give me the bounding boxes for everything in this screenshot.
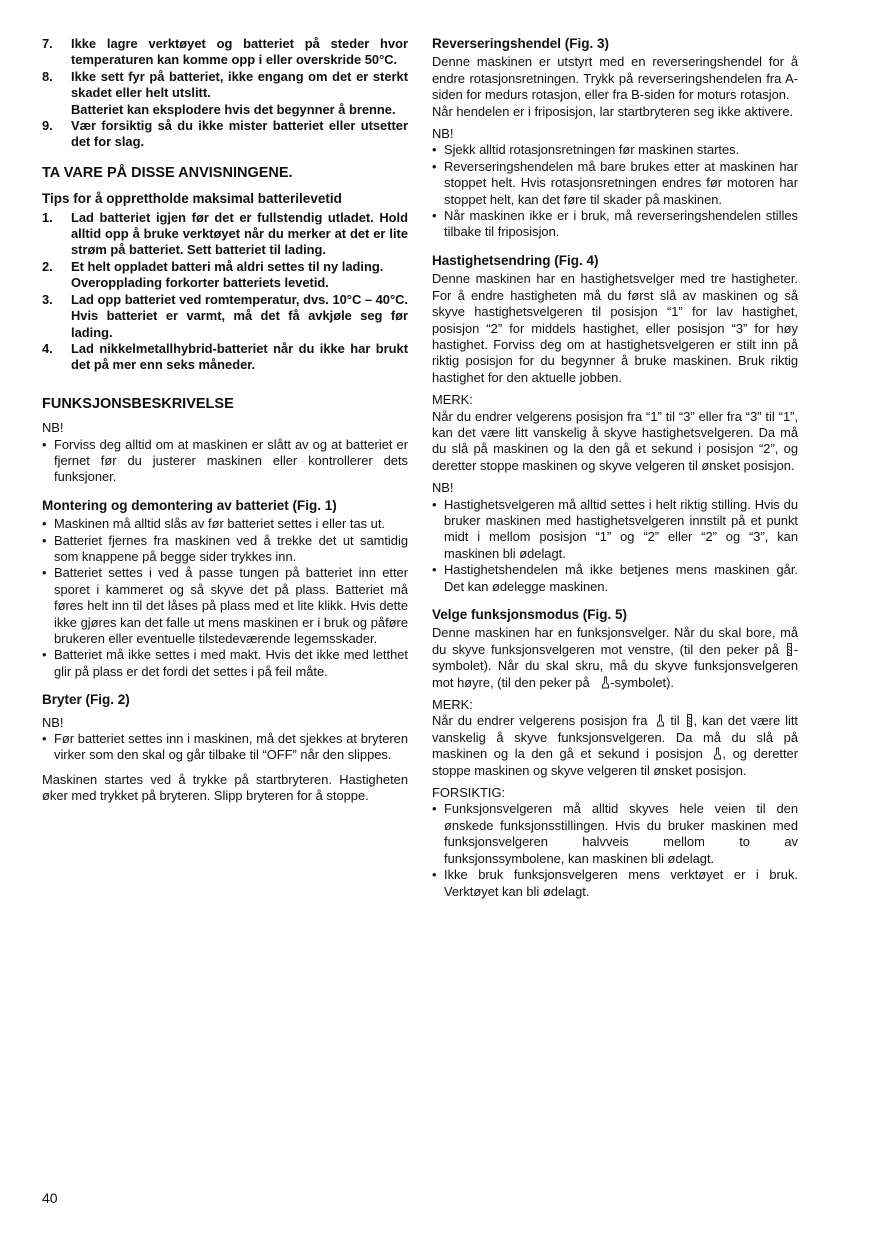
battery-mounting-heading: Montering og demontering av batteriet (Fig. 1) — [42, 497, 337, 513]
reversing-paragraph-2: Når hendelen er i friposisjon, lar startbryteren seg ikke aktivere. — [432, 103, 794, 119]
battery-tips-list — [42, 210, 408, 374]
action-mode-paragraph: Denne maskinen har en funksjonsvelger. Når du skal bore, må du skyve funksjonsvelgeren mot venstre, (til den peker på -symbolet). Når du skal skru, må du skyve funksjonsvelgeren mot høyre, (til den peker på -symbolet). — [432, 625, 798, 690]
reversing-lever-heading: Reverseringshendel (Fig. 3) — [432, 36, 610, 51]
tip-item: 4. Lad nikkelmetallhybrid-batteriet når du ikke har brukt det på mer enn seks måneder. — [42, 340, 408, 373]
function-description-heading: FUNKSJONSBESKRIVELSE — [42, 395, 234, 412]
note-label: NB! — [432, 480, 454, 496]
caution-label: FORSIKTIG: — [432, 785, 506, 801]
list-item: • Batteriet må ikke settes i med makt. Hvis det ikke med letthet glir på plass er det fordi det settes i på feil måte. — [42, 647, 408, 680]
battery-warnings-list — [42, 36, 408, 151]
tip-item: 3. Lad opp batteriet ved romtemperatur, dvs. 10°C – 40°C. Hvis batteriet er varmt, må det få avkjøle seg før lading. — [42, 291, 408, 340]
right-column — [432, 36, 798, 900]
warning-item: 7. Ikke lagre verktøyet og batteriet på steder hvor temperaturen kan komme opp i eller overskride 50°C. — [42, 36, 408, 68]
drill-bit-icon — [785, 643, 794, 656]
list-item: • Ikke bruk funksjonsvelgeren mens verktøyet er i bruk. Verktøyet kan bli ødelagt. — [432, 867, 798, 900]
left-column — [42, 36, 408, 805]
speed-change-heading: Hastighetsendring (Fig. 4) — [432, 252, 599, 268]
list-item: • Hastighetshendelen må ikke betjenes mens maskinen går. Det kan ødelegge maskinen. — [432, 562, 798, 595]
caution-list — [432, 801, 798, 899]
warning-item: 9. Vær forsiktig så du ikke mister batteriet eller utsetter det for slag. — [42, 118, 408, 150]
save-instructions-heading: TA VARE PÅ DISSE ANVISNINGENE. — [42, 164, 293, 181]
list-item: • Forviss deg alltid om at maskinen er slått av og at batteriet er fjernet før du justerer maskinen eller kontrollerer dets funksjoner. — [42, 437, 408, 486]
list-item: • Batteriet settes i ved å passe tungen på batteriet inn etter sporet i kammeret og så skyve det på plass. Batteriet må føres helt inn til det låses på plass med et lite klikk. Hvis dette ikke gjøres kan det falle ut mens maskinen er i bruk og påføre brukeren eller eventuelle tilstedeværende legemsskader. — [42, 565, 408, 647]
warning-item: 8. Ikke sett fyr på batteriet, ikke engang om det er sterkt skadet eller helt utslitt. Batteriet kan eksplodere hvis det begynner å brenne. — [42, 68, 408, 117]
list-item: • Hastighetsvelgeren må alltid settes i helt riktig stilling. Hvis du bruker maskinen med hastighetsvelgeren innstilt på et punkt midt i mellom posisjon “1” og “2” eller “2” og “3”, kan maskinen bli ødelagt. — [432, 497, 798, 563]
list-item: • Sjekk alltid rotasjonsretningen før maskinen startes. — [432, 142, 798, 158]
tip-item: 2. Et helt oppladet batteri må aldri settes til ny lading. Overopplading forkorter batteriets levetid. — [42, 258, 384, 291]
screwdriver-icon — [601, 676, 610, 689]
drill-bit-icon — [685, 714, 694, 727]
speed-paragraph: Denne maskinen har en hastighetsvelger med tre hastigheter. For å endre hastigheten må du først slå av maskinen og så skyve hastighetsvelgeren til posisjon “1” for lav hastighet, posisjon “2” for middels hastighet, eller posisjon “3” for høy hastighet. Forviss deg om at hastighetsvelgeren er stilt inn på riktig posisjon for du begynner å bruke maskinen. Bruk riktig hastighet for den aktuelle jobben. — [432, 271, 798, 385]
action-mode-merk-paragraph: Når du endrer velgerens posisjon fra til , kan det være litt vanskelig å skyve funksjonsvelgeren. Da må du slå på maskinen og la den gå et sekund i posisjon , og deretter stoppe maskinen og skyve velgeren til ønsket posisjon. — [432, 713, 798, 778]
switch-note-list — [42, 731, 408, 764]
list-item: • Batteriet fjernes fra maskinen ved å trekke det ut samtidig som knappene på begge sider trykkes inn. — [42, 533, 408, 566]
page-number: 40 — [42, 1190, 58, 1206]
merk-label: MERK: — [432, 392, 473, 408]
switch-heading: Bryter (Fig. 2) — [42, 692, 130, 708]
list-item: • Funksjonsvelgeren må alltid skyves hele veien til den ønskede funksjonsstillingen. Hvis du bruker maskinen med funksjonsvelgeren halvveis mellom to av funksjonssymbolene, kan maskinen bli ødelagt. — [432, 801, 798, 867]
list-item: • Maskinen må alltid slås av før batteriet settes i eller tas ut. — [42, 516, 408, 532]
note-label: NB! — [432, 126, 454, 142]
reversing-paragraph: Denne maskinen er utstyrt med en reverseringshendel for å endre rotasjonsretningen. Trykk på reverseringshendelen fra A-siden for medurs rotasjon, eller fra B-siden for moturs rotasjon. — [432, 54, 798, 103]
action-mode-heading: Velge funksjonsmodus (Fig. 5) — [432, 607, 628, 622]
note-label: NB! — [42, 420, 64, 436]
switch-paragraph: Maskinen startes ved å trykke på startbryteren. Hastigheten øker med trykket på bryteren. Slipp bryteren for å stoppe. — [42, 771, 408, 804]
list-item: • Før batteriet settes inn i maskinen, må det sjekkes at bryteren virker som den skal og går tilbake til “OFF” når den slippes. — [42, 731, 408, 764]
battery-tips-heading: Tips for å opprettholde maksimal batterilevetid — [42, 191, 342, 207]
battery-mounting-list — [42, 516, 408, 680]
reversing-note-list — [432, 142, 798, 240]
list-item: • Reverseringshendelen må bare brukes etter at maskinen har stoppet helt. Hvis rotasjonsretningen endres før motoren har stoppet helt, kan det føre til skader på maskinen. — [432, 159, 798, 208]
list-item: • Når maskinen ikke er i bruk, må reverseringshendelen stilles tilbake til friposisjon. — [432, 208, 798, 241]
function-note-list — [42, 437, 408, 486]
note-label: NB! — [42, 714, 64, 730]
tip-item: 1. Lad batteriet igjen før det er fullstendig utladet. Hold alltid opp å bruke verktøyet når du merker at det er lite strøm på batteriet. Sett batteriet til lading. — [42, 209, 408, 258]
merk-label: MERK: — [432, 697, 473, 713]
speed-note-list — [432, 497, 798, 595]
speed-merk-paragraph: Når du endrer velgerens posisjon fra “1” til “3” eller fra “3” til “1”, kan det være litt vanskelig å skyve hastighetsvelgeren. Da må du slå på maskinen og la den gå et sekund i posisjon “2”, og deretter stoppe maskinen og skyve velgeren til ønsket posisjon. — [432, 408, 798, 473]
